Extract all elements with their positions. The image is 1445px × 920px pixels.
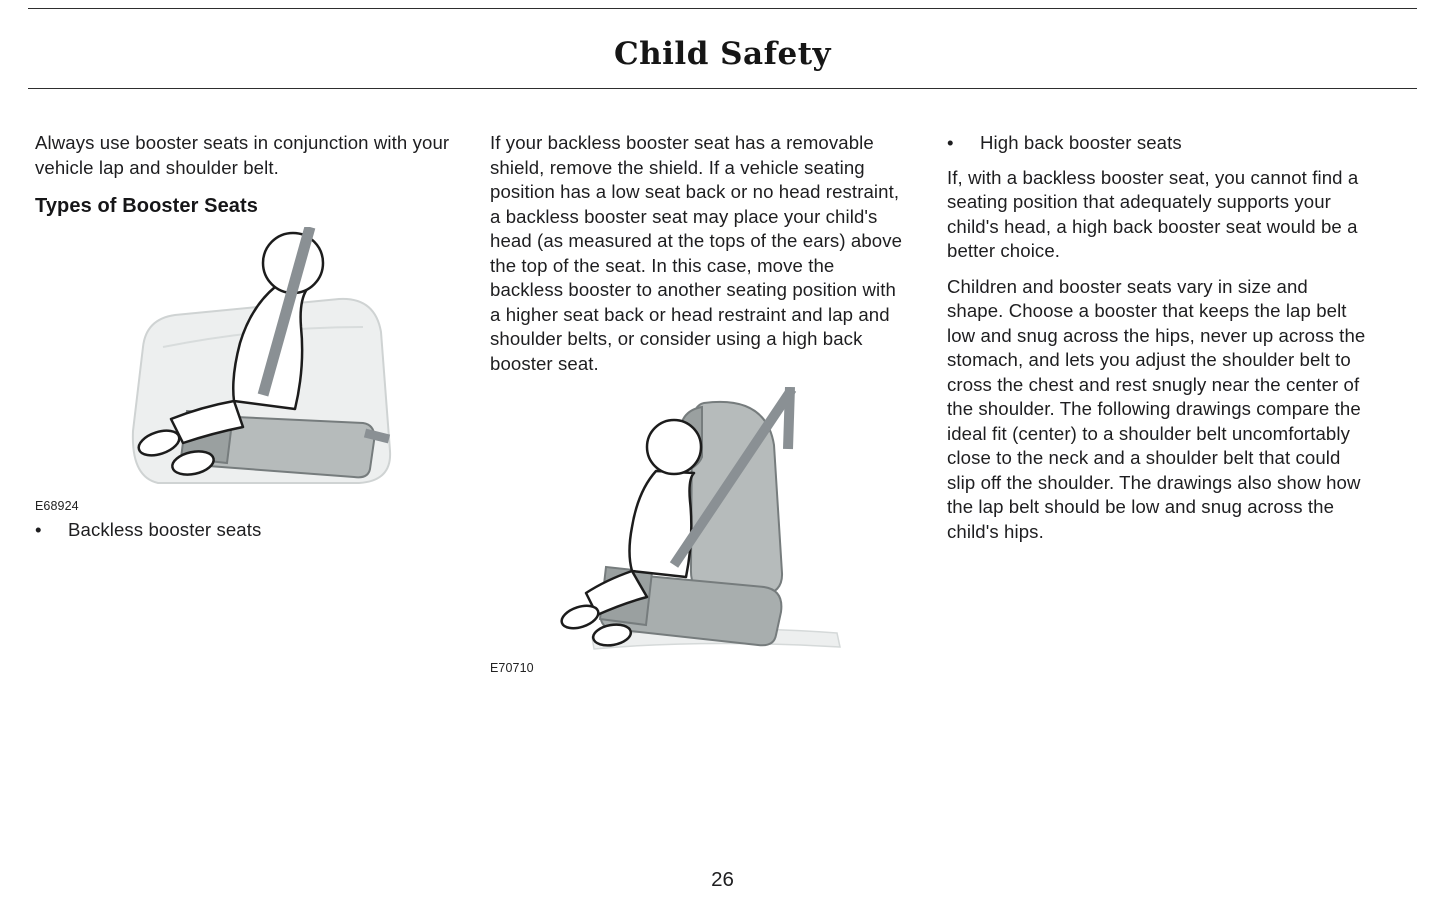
bullet-label: High back booster seats [980,132,1182,153]
bullet-icon: • [947,132,954,153]
backless-booster-seat-drawing [113,227,401,489]
page-title: Child Safety [613,36,832,72]
highback-booster-illustration [552,387,910,658]
column-left [35,131,463,676]
figure-caption: E68924 [35,498,79,513]
figure-caption: E70710 [490,660,534,675]
intro-paragraph: Always use booster seats in conjunction with your vehicle lap and shoulder belt. [35,132,450,178]
top-divider [28,8,1417,9]
bullet-icon: • [35,519,42,541]
fit-guidance-paragraph: Children and booster seats vary in size and shape. Choose a booster that keeps the lap belt low and snug across the hips, never up across the stomach, and lets you adjust the shoulder belt to cross the chest and rest snugly near the center of the shoulder. The following drawings compare the ideal fit (center) to a shoulder belt uncomfortably close to the neck and a shoulder belt that could slip off the shoulder. The drawings also show how the lap belt should be low and snug across the child's hips. [947,275,1366,542]
section-heading-types-of-booster-seats: Types of Booster Seats [35,195,259,218]
highback-booster-seat-drawing [552,387,848,651]
column-middle [490,131,910,676]
bullet-label: Backless booster seats [68,519,262,541]
title-divider [28,88,1417,89]
bullet-item-backless-booster [35,518,463,543]
bullet-item-high-back-booster [947,131,1369,156]
highback-booster-figure [490,387,910,676]
backless-booster-figure [35,227,463,514]
column-right [947,131,1369,676]
page-number: 26 [711,868,734,891]
backless-booster-illustration [113,227,463,496]
content-columns [35,131,1369,676]
backless-advice-paragraph: If your backless booster seat has a removable shield, remove the shield. If a vehicle seating position has a low seat back or no head restraint, a backless booster seat may place your child's head (as measured at the tops of the ears) above the top of the seat. In this case, move the backless booster to another seating position with a higher seat back or head restraint and lap and shoulder belts, or consider using a high back booster seat. [490,132,903,374]
highback-advice-paragraph: If, with a backless booster seat, you cannot find a seating position that adequately supports your child's head, a high back booster seat would be a better choice. [947,166,1359,262]
